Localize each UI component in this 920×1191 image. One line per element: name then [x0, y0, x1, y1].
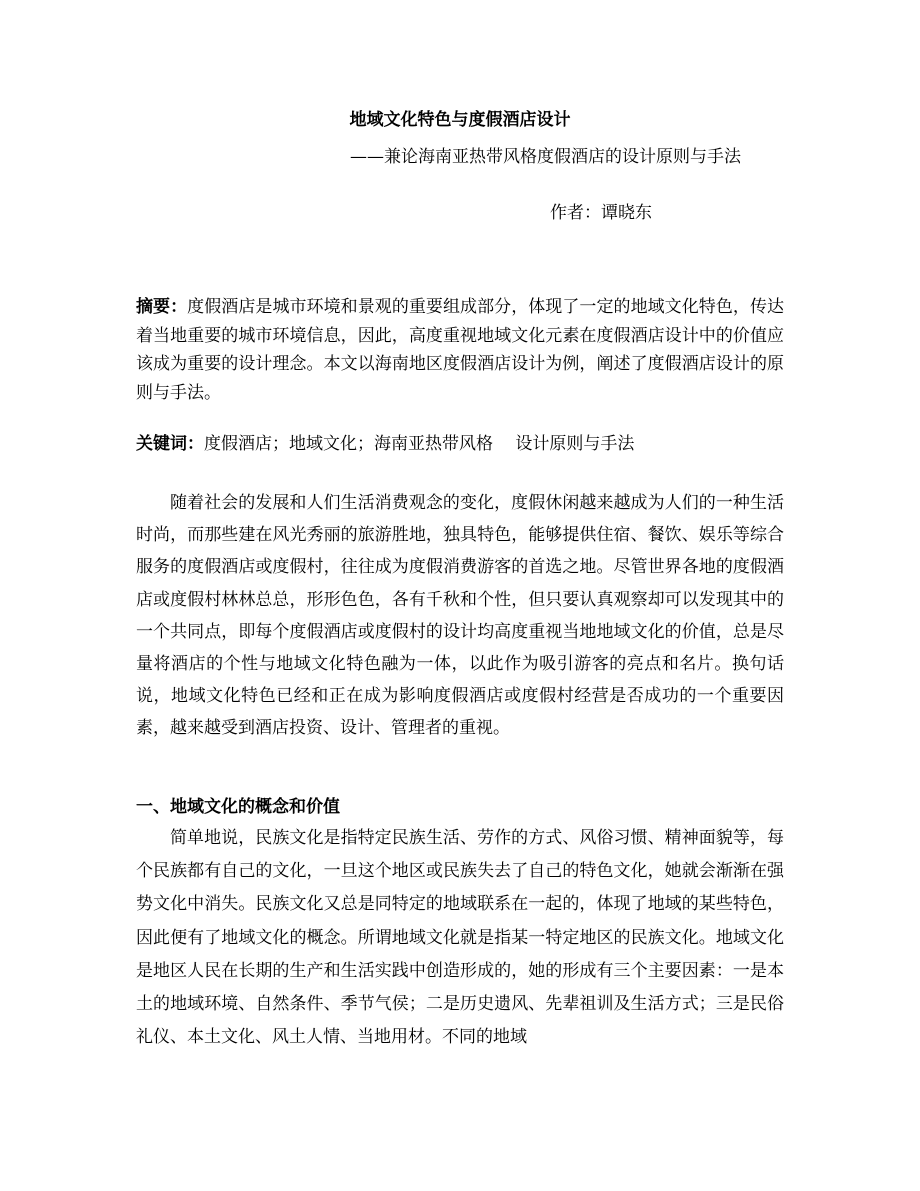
document-subtitle: ——兼论海南亚热带风格度假酒店的设计原则与手法: [350, 147, 741, 167]
section-paragraph: 简单地说，民族文化是指特定民族生活、劳作的方式、风俗习惯、精神面貌等，每个民族都有自己的文化，一旦这个地区或民族失去了自己的特色文化，她就会渐渐在强势文化中消失。民族文化又总是同特定的地域联系在一起的，体现了地域的某些特色，因此便有了地域文化的概念。所谓地域文化就是指某一特定地区的民族文化。地域文化是地区人民在长期的生产和生活实践中创造形成的，她的形成有三个主要因素：一是本土的地域环境、自然条件、季节气侯；二是历史遗风、先辈祖训及生活方式；三是民俗礼仪、本土文化、风土人情、当地用材。不同的地域: [136, 828, 784, 1048]
intro-paragraph: 随着社会的发展和人们生活消费观念的变化，度假休闲越来越成为人们的一种生活时尚，而那些建在风光秀丽的旅游胜地，独具特色，能够提供住宿、餐饮、娱乐等综合服务的度假酒店或度假村，往往成为度假消费游客的首选之地。尽管世界各地的度假酒店或度假村林林总总，形形色色，各有千秋和个性，但只要认真观察却可以发现其中的一个共同点，即每个度假酒店或度假村的设计均高度重视当地地域文化的价值，总是尽量将酒店的个性与地域文化特色融为一体，以此作为吸引游客的亮点和名片。换句话说，地域文化特色已经和正在成为影响度假酒店或度假村经营是否成功的一个重要因素，越来越受到酒店投资、设计、管理者的重视。: [136, 493, 784, 739]
document-title: 地域文化特色与度假酒店设计: [349, 110, 571, 130]
author-line: 作者：谭晓东: [550, 203, 652, 223]
abstract-text: 度假酒店是城市环境和景观的重要组成部分，体现了一定的地域文化特色，传达着当地重要的城市环境信息，因此，高度重视地域文化元素在度假酒店设计中的价值应该成为重要的设计理念。本文以海南地区度假酒店设计为例，阐述了度假酒店设计的原则与手法。: [136, 297, 785, 403]
keywords-label: 关键词：: [136, 434, 204, 454]
keywords-text: 度假酒店；地域文化；海南亚热带风格 设计原则与手法: [204, 434, 635, 454]
keywords-line: [136, 429, 784, 460]
section-heading: 一、地域文化的概念和价值: [136, 797, 340, 817]
abstract-paragraph: [136, 293, 784, 407]
abstract-label: 摘要：: [136, 297, 188, 317]
